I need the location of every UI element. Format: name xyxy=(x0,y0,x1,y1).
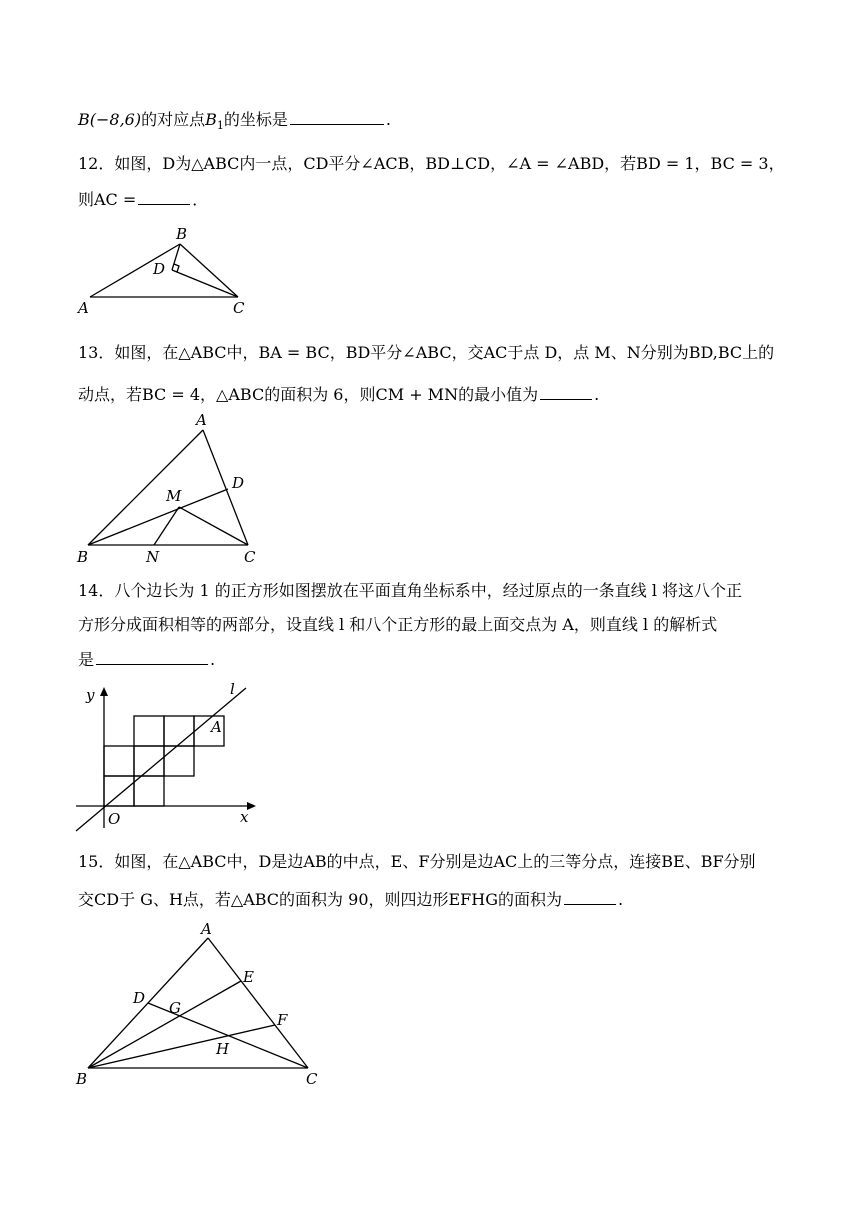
q13-line2 xyxy=(78,385,790,405)
q14-square xyxy=(134,776,164,806)
q14-label-a: A xyxy=(211,718,222,736)
q13-label-c: C xyxy=(244,548,256,566)
q12-text2: 则AC = xyxy=(78,190,137,209)
q15-label-a: A xyxy=(201,920,212,938)
q14-line2 xyxy=(78,615,790,635)
q15-label-b: B xyxy=(76,1070,88,1088)
q13-label-b: B xyxy=(77,548,89,566)
q14-text2: 方形分成面积相等的两部分，设直线 l 和八个正方形的最上面交点为 A，则直线 l 的解析式 xyxy=(78,615,718,634)
q15-label-e: E xyxy=(243,968,254,986)
q14-number: 14． xyxy=(78,581,115,600)
q12-label-d: D xyxy=(153,260,166,278)
q13-text2: 动点，若BC = 4，△ABC的面积为 6，则CM + MN的最小值为 xyxy=(78,385,539,404)
q14-line3 xyxy=(78,650,790,670)
q13-label-a: A xyxy=(196,411,207,429)
q12-answer-blank[interactable] xyxy=(138,190,190,205)
q12-line1 xyxy=(78,154,790,174)
q15-line2 xyxy=(78,890,790,910)
q12-label-b: B xyxy=(176,225,188,243)
q15-label-d: D xyxy=(133,989,146,1007)
q15-number: 15． xyxy=(78,852,115,871)
q13-label-m: M xyxy=(166,487,182,505)
q11-answer-blank[interactable] xyxy=(290,110,384,125)
q14-text3: 是 xyxy=(78,650,95,669)
q11-tail-line xyxy=(78,110,790,136)
q14-period: . xyxy=(210,650,216,669)
q14-square xyxy=(104,776,134,806)
q13-figure xyxy=(70,410,280,570)
q15-label-h: H xyxy=(216,1040,230,1058)
q14-square xyxy=(164,716,194,746)
q11-subscript: 1 xyxy=(216,119,224,133)
q15-segment-bf xyxy=(88,1025,275,1068)
q14-square xyxy=(134,716,164,746)
q14-label-y: y xyxy=(86,686,95,704)
q14-label-x: x xyxy=(240,808,249,826)
q15-answer-blank[interactable] xyxy=(564,890,616,905)
q13-text1: 如图，在△ABC中，BA = BC，BD平分∠ABC，交AC于点 D，点 M、N分别为BD,BC上的 xyxy=(114,343,775,362)
q15-line1 xyxy=(78,852,790,872)
q14-square xyxy=(164,746,194,776)
q15-label-g: G xyxy=(169,999,181,1017)
q13-period: . xyxy=(594,385,600,404)
q14-text1: 八个边长为 1 的正方形如图摆放在平面直角坐标系中，经过原点的一条直线 l 将这八个正 xyxy=(114,581,743,600)
q13-answer-blank[interactable] xyxy=(540,385,592,400)
q15-period: . xyxy=(618,890,624,909)
q13-line1 xyxy=(78,343,790,363)
q14-answer-blank[interactable] xyxy=(96,650,208,665)
q13-side-ab xyxy=(88,430,203,545)
q13-label-n: N xyxy=(146,548,160,566)
q12-side-ab xyxy=(90,244,180,297)
q12-period: ． xyxy=(192,190,209,209)
q14-y-arrow-icon xyxy=(100,687,108,696)
q12-figure xyxy=(70,222,270,322)
q12-number: 12． xyxy=(78,154,115,173)
q14-label-o: O xyxy=(108,810,121,828)
q12-text1: 如图，D为△ABC内一点，CD平分∠ACB，BD⊥CD，∠A = ∠ABD，若BD = 1，BC = 3， xyxy=(114,154,785,173)
q14-figure xyxy=(70,678,270,838)
q15-text2: 交CD于 G、H点，若△ABC的面积为 90，则四边形EFHG的面积为 xyxy=(78,890,563,909)
q12-line2 xyxy=(78,190,790,210)
q15-text1: 如图，在△ABC中，D是边AB的中点，E、F分别是边AC上的三等分点，连接BE、BF分别 xyxy=(114,852,756,871)
q14-label-l: l xyxy=(230,680,235,698)
q13-number: 13． xyxy=(78,343,115,362)
q13-segment-mn xyxy=(154,507,179,545)
q12-side-bc xyxy=(180,244,238,297)
q14-square xyxy=(104,746,134,776)
q14-line1 xyxy=(78,581,790,601)
q15-label-c: C xyxy=(306,1070,318,1088)
q11-point-b1: B xyxy=(205,110,217,129)
q12-segment-cd xyxy=(172,270,238,297)
q11-end-text: 的坐标是 xyxy=(223,110,288,129)
q14-line-l xyxy=(76,688,246,831)
q12-label-a: A xyxy=(78,299,89,317)
q13-segment-cm xyxy=(179,507,248,545)
q12-label-c: C xyxy=(233,299,245,317)
q13-segment-bd xyxy=(88,489,228,545)
q11-middle-text: 的对应点 xyxy=(141,110,206,129)
q15-label-f: F xyxy=(277,1011,288,1029)
q11-period: . xyxy=(385,110,391,129)
q15-figure xyxy=(70,918,340,1093)
q11-point-b: B(−8,6) xyxy=(78,110,142,129)
q13-label-d: D xyxy=(232,474,245,492)
